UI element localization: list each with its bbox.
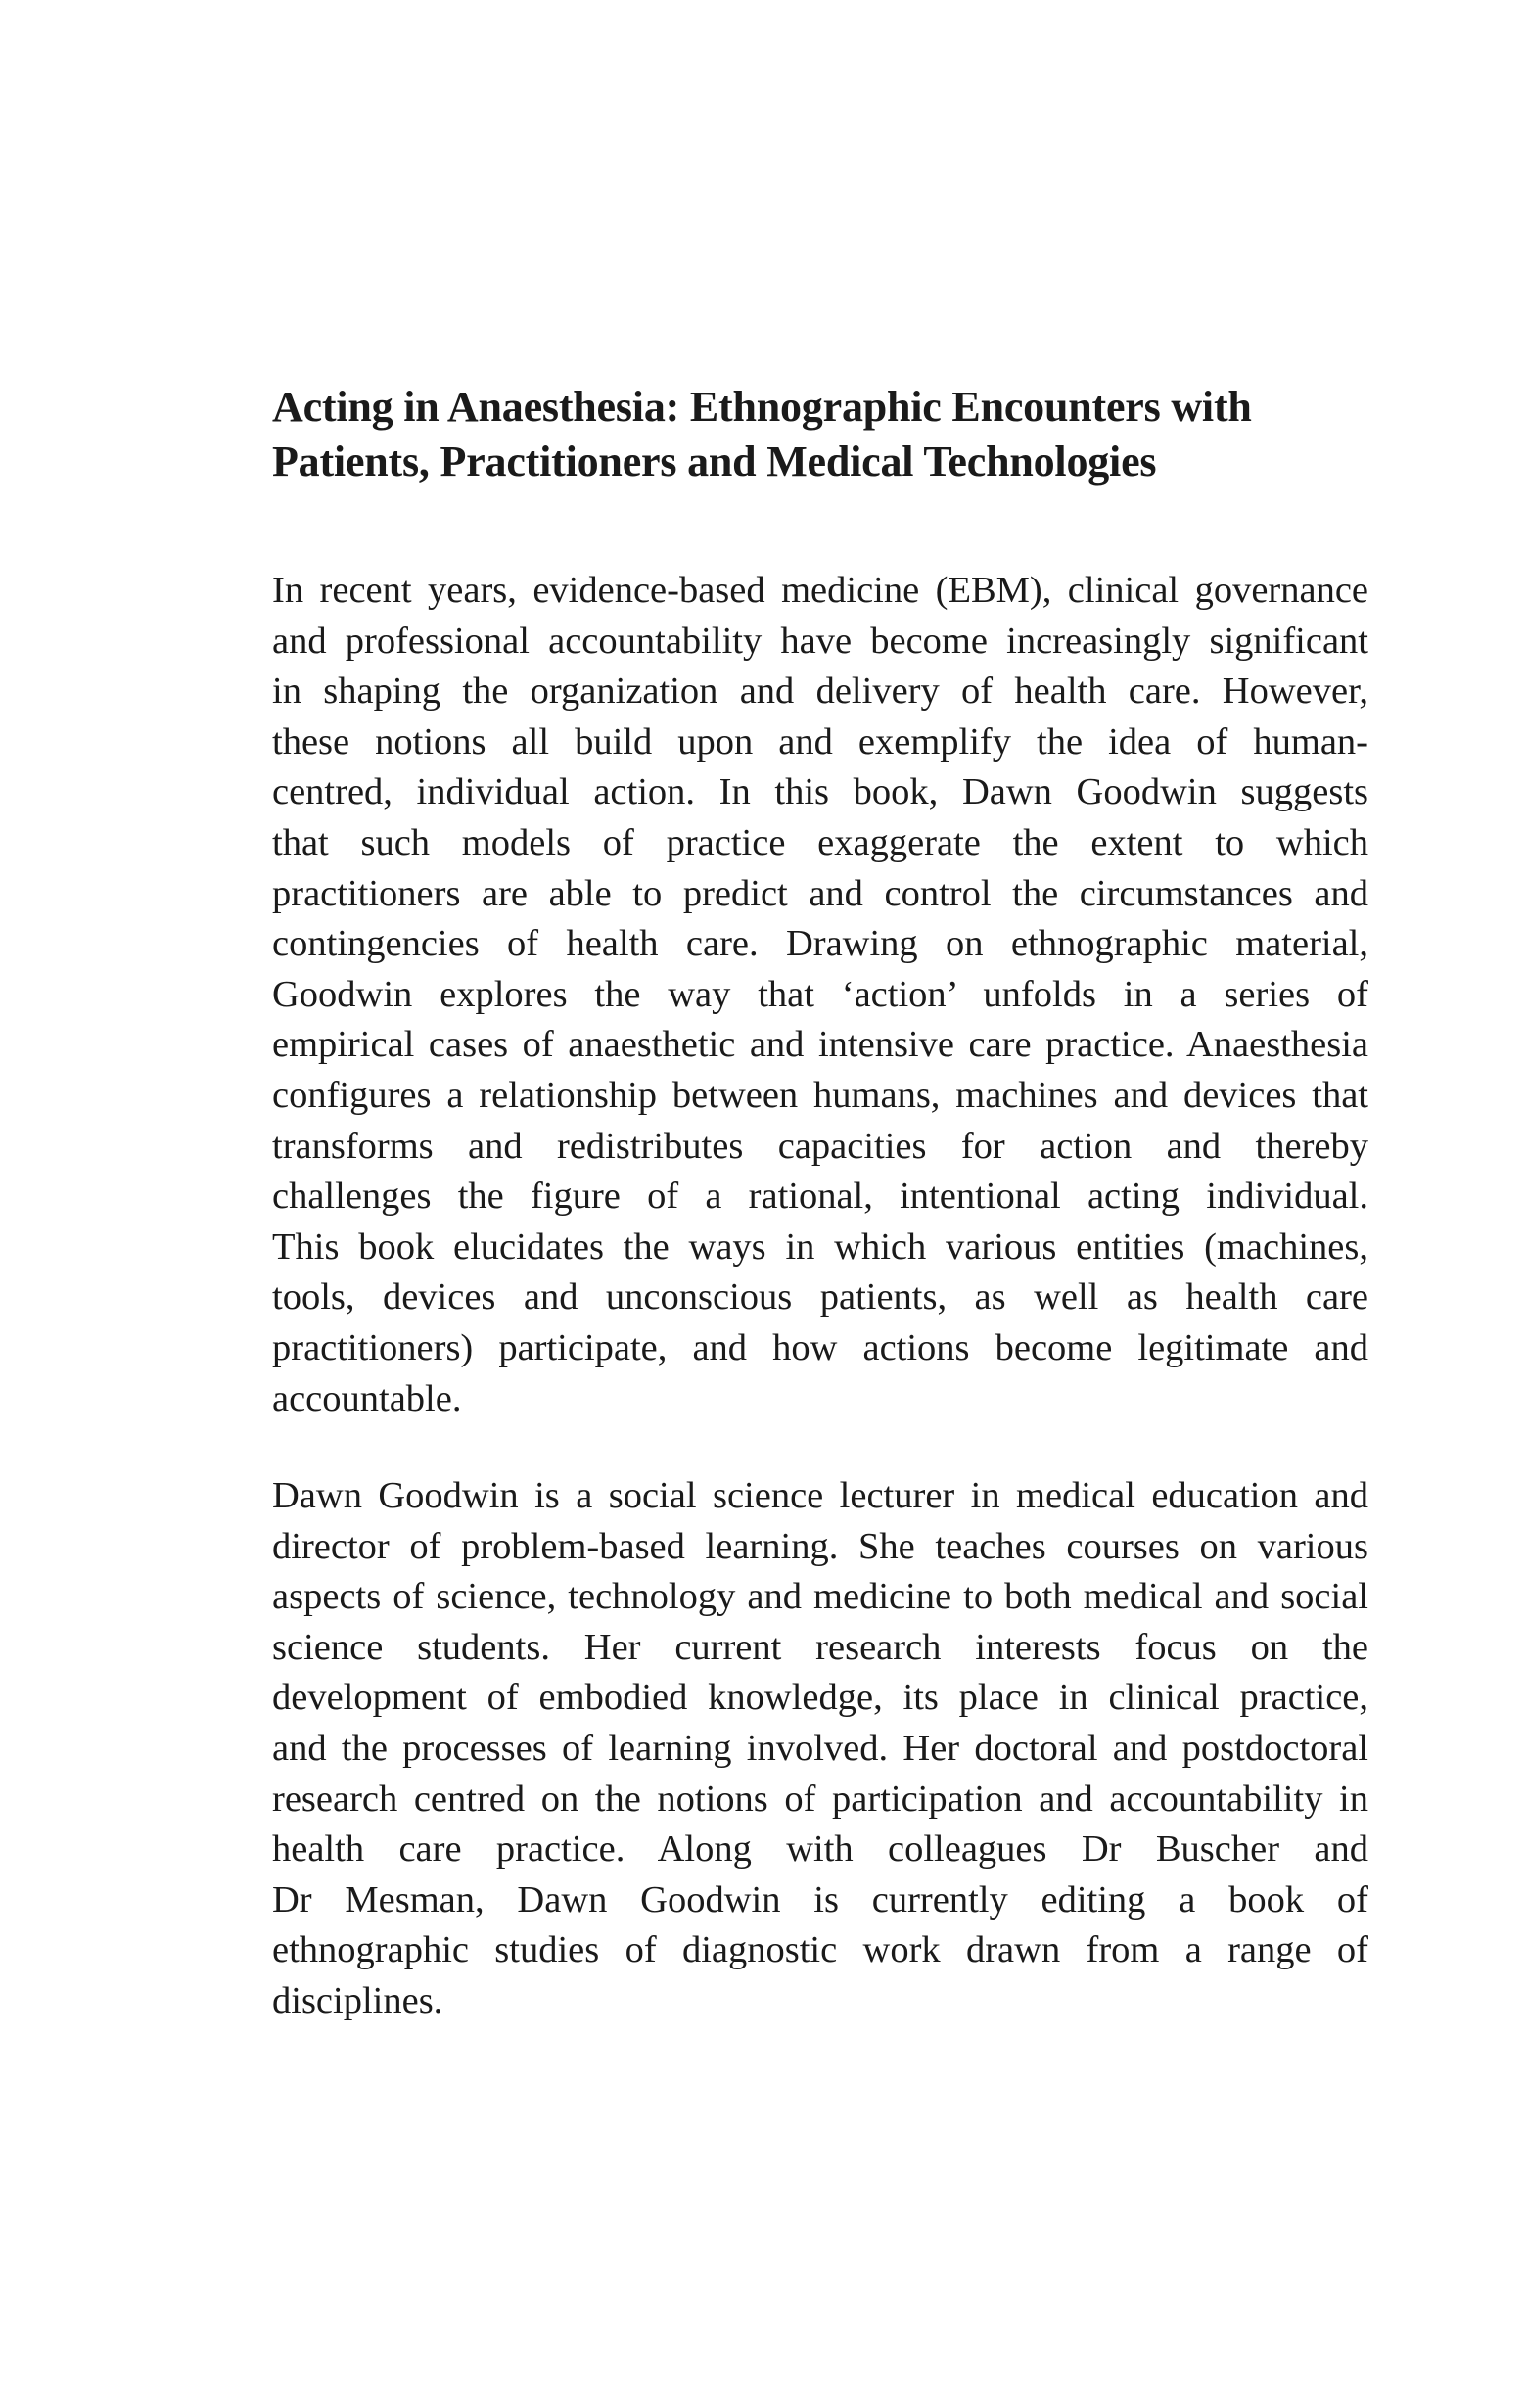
bio-line: director of problem-based learning. She teaches courses on various bbox=[272, 1525, 1368, 1567]
description-line: transforms and redistributes capacities for action and thereby bbox=[272, 1125, 1368, 1167]
description-line: practitioners) participate, and how actions become legitimate and bbox=[272, 1326, 1368, 1368]
description-line: tools, devices and unconscious patients, as well as health care bbox=[272, 1276, 1368, 1319]
description-line: In recent years, evidence-based medicine (EBM), clinical governance bbox=[272, 570, 1368, 611]
description-line: accountable. bbox=[272, 1377, 462, 1419]
description-line: This book elucidates the ways in which various entities (machines, bbox=[272, 1226, 1368, 1268]
bio-line: Dawn Goodwin is a social science lecturer in medical education and bbox=[272, 1475, 1368, 1516]
bio-line: research centred on the notions of participation and accountability in bbox=[272, 1778, 1368, 1820]
description-line: configures a relationship between humans, machines and devices that bbox=[272, 1074, 1368, 1116]
bio-line: ethnographic studies of diagnostic work drawn from a range of bbox=[272, 1929, 1368, 1971]
book-description bbox=[272, 566, 1368, 1424]
author-bio bbox=[272, 1471, 1368, 2027]
description-line: that such models of practice exaggerate the extent to which bbox=[272, 821, 1368, 863]
book-title bbox=[272, 380, 1271, 489]
book-title-line: Acting in Anaesthesia: Ethnographic Encounters with bbox=[272, 383, 1252, 431]
book-title-line: Patients, Practitioners and Medical Technologies bbox=[272, 438, 1157, 486]
bio-line: Dr Mesman, Dawn Goodwin is currently editing a book of bbox=[272, 1878, 1368, 1921]
bio-line: development of embodied knowledge, its place in clinical practice, bbox=[272, 1677, 1368, 1719]
description-line: Goodwin explores the way that ‘action’ unfolds in a series of bbox=[272, 973, 1368, 1015]
bio-line: health care practice. Along with colleagues Dr Buscher and bbox=[272, 1829, 1368, 1871]
description-line: practitioners are able to predict and control the circumstances and bbox=[272, 872, 1368, 914]
description-line: in shaping the organization and delivery of health care. However, bbox=[272, 671, 1368, 713]
description-line: centred, individual action. In this book, Dawn Goodwin suggests bbox=[272, 771, 1368, 813]
bio-line: science students. Her current research interests focus on the bbox=[272, 1626, 1368, 1668]
bio-line: and the processes of learning involved. Her doctoral and postdoctoral bbox=[272, 1727, 1368, 1769]
description-line: challenges the figure of a rational, intentional acting individual. bbox=[272, 1176, 1368, 1218]
description-line: contingencies of health care. Drawing on ethnographic material, bbox=[272, 923, 1368, 965]
bio-line: aspects of science, technology and medicine to both medical and social bbox=[272, 1576, 1368, 1618]
description-line: these notions all build upon and exemplify the idea of human- bbox=[272, 720, 1368, 763]
description-line: and professional accountability have become increasingly significant bbox=[272, 620, 1368, 662]
bio-line: disciplines. bbox=[272, 1979, 443, 2021]
description-line: empirical cases of anaesthetic and intensive care practice. Anaesthesia bbox=[272, 1024, 1368, 1066]
